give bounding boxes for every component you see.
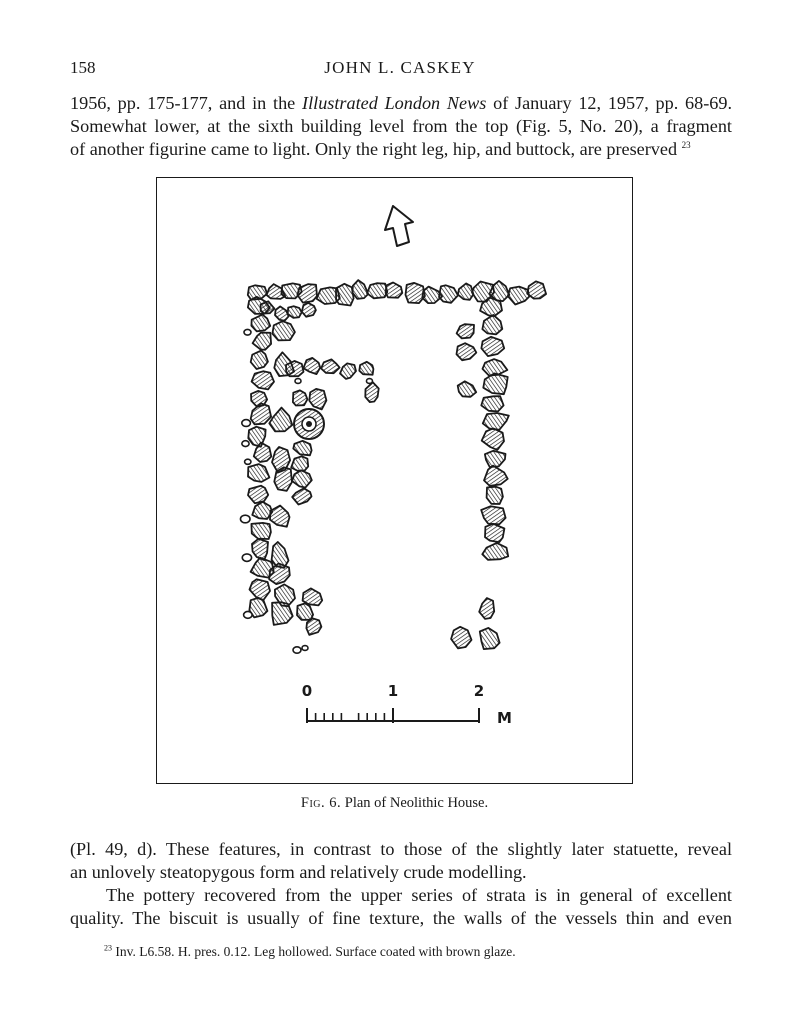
- paragraph-1-line-2: Somewhat lower, at the sixth building level from the top (Fig. 5, No. 20), a fragment: [70, 116, 732, 136]
- stone: [482, 428, 504, 450]
- footnote: [104, 944, 516, 960]
- stone: [439, 285, 458, 303]
- paragraph-2-line-1: (Pl. 49, d). These features, in contrast to those of the slightly later statuette, reveal: [70, 839, 732, 859]
- stone: [479, 598, 494, 619]
- top-wall: [248, 280, 546, 321]
- house-plan-drawing: [157, 178, 634, 785]
- stone: [248, 486, 268, 504]
- stone: [485, 524, 504, 542]
- stone: [386, 283, 403, 298]
- stone: [251, 315, 270, 332]
- stone: [252, 371, 274, 389]
- stone: [367, 283, 387, 298]
- stone: [482, 315, 502, 334]
- stone: [252, 502, 272, 519]
- running-head: JOHN L. CASKEY: [324, 58, 476, 77]
- stone: [352, 280, 368, 299]
- paragraph-1-line-1: 1956, pp. 175-177, and in the Illustrated London News of January 12, 1957, pp. 68-69.: [70, 93, 732, 113]
- pebble: [244, 611, 253, 618]
- stone: [251, 351, 268, 369]
- stone: [251, 523, 271, 539]
- stone: [302, 303, 316, 317]
- stone: [336, 284, 354, 306]
- stone: [406, 283, 425, 303]
- page-header: [70, 58, 730, 84]
- right-wall: [451, 298, 509, 650]
- footnote-number: 23: [104, 943, 112, 953]
- figure-number: Fig. 6.: [300, 795, 342, 811]
- stone: [251, 403, 271, 424]
- stone: [482, 543, 508, 560]
- pebble: [366, 379, 372, 384]
- pebble: [242, 554, 251, 561]
- figure-caption: [0, 795, 789, 812]
- stone: [270, 506, 290, 527]
- footnote-text: Inv. L6.58. H. pres. 0.12. Leg hollowed. Surface coated with brown glaze.: [115, 944, 516, 959]
- paragraph-1: [70, 92, 732, 161]
- stone: [365, 382, 378, 402]
- stone: [297, 603, 313, 619]
- paragraph-3: [70, 884, 732, 930]
- pebble: [244, 329, 251, 335]
- footnote-ref[interactable]: 23: [681, 139, 691, 150]
- stone: [483, 373, 507, 394]
- stone: [291, 456, 308, 471]
- stone: [484, 466, 508, 486]
- stone: [485, 451, 506, 467]
- stone: [480, 628, 500, 649]
- stone: [483, 413, 509, 430]
- pebble: [242, 441, 249, 447]
- stone: [481, 337, 504, 356]
- stone: [272, 602, 293, 625]
- stone: [274, 467, 292, 491]
- stone: [303, 358, 320, 374]
- paragraph-1-line-3: of another figurine came to light. Only the right leg, hip, and buttock, are preserved $^{23}$: [70, 139, 691, 159]
- pebble: [293, 647, 301, 653]
- figure-frame: [156, 177, 633, 784]
- stone: [457, 343, 477, 360]
- stone: [292, 470, 312, 487]
- stone: [458, 381, 477, 397]
- stone: [451, 627, 471, 649]
- stone: [297, 284, 317, 303]
- pebble: [240, 515, 250, 523]
- north-arrow-icon: [385, 206, 413, 246]
- paragraph-3-line-1: The pottery recovered from the upper series of strata is in general of excellent: [106, 885, 732, 905]
- scale-unit: M: [497, 709, 512, 727]
- stone: [250, 579, 271, 600]
- pebble: [242, 420, 251, 427]
- stone: [457, 324, 474, 338]
- stone: [253, 333, 272, 350]
- stone: [272, 321, 295, 340]
- scale-label-0: 0: [301, 682, 313, 700]
- scale-bar: [307, 708, 479, 723]
- stone: [288, 306, 302, 318]
- stone: [527, 281, 546, 298]
- stone: [293, 441, 311, 456]
- stone: [292, 488, 311, 504]
- scale-label-1: 1: [387, 682, 399, 700]
- paragraph-3-line-2: quality. The biscuit is usually of fine texture, the walls of the vessels thin and even: [70, 908, 732, 928]
- stone: [293, 390, 308, 405]
- stone: [481, 506, 505, 524]
- stone: [275, 306, 289, 320]
- stone: [269, 408, 292, 432]
- pebble: [302, 646, 308, 651]
- stone: [487, 487, 503, 504]
- stone: [481, 396, 503, 411]
- stone: [306, 618, 321, 635]
- stone: [359, 362, 373, 375]
- page-number: 158: [70, 58, 96, 77]
- stone: [321, 359, 340, 373]
- journal-title: Illustrated London News: [302, 93, 487, 113]
- stone: [458, 283, 474, 300]
- stone: [340, 363, 356, 379]
- stone: [309, 389, 326, 410]
- pebble: [295, 379, 301, 384]
- figure-caption-text: Plan of Neolithic House.: [344, 795, 489, 811]
- stone: [248, 297, 270, 314]
- scale-label-2: 2: [473, 682, 485, 700]
- stone: [286, 361, 304, 376]
- paragraph-2-line-2: an unlovely steatopygous form and relatively crude modelling.: [70, 862, 527, 882]
- stone: [248, 464, 269, 482]
- paragraph-2: [70, 838, 732, 884]
- round-hearth: [294, 409, 324, 439]
- pebble: [245, 459, 251, 464]
- stone: [508, 287, 529, 305]
